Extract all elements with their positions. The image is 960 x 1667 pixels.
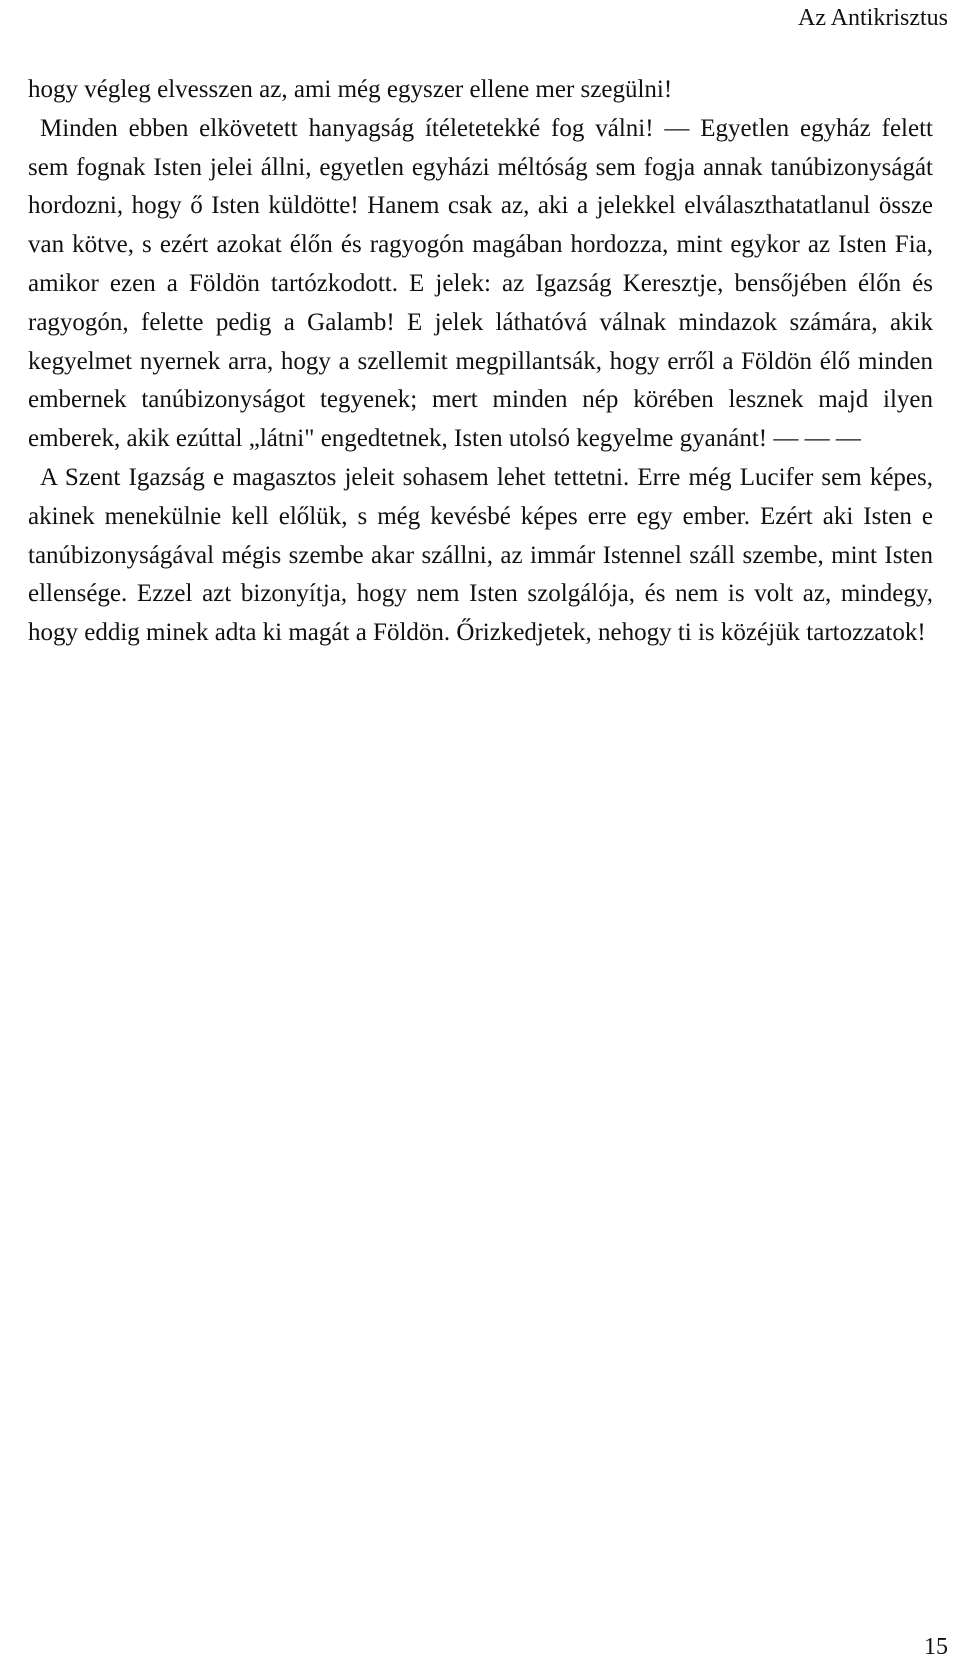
body-text xyxy=(28,71,933,653)
paragraph: Minden ebben elkövetett hanyagság ítéletetekké fog válni! — Egyetlen egyház felett sem fognak Isten jelei állni, egyetlen egyházi méltóság sem fogja annak tanúbizonyságát hordozni, hogy ő Isten küldötte! Hanem csak az, aki a jelekkel elválaszthatatlanul össze van kötve, s ezért azokat élőn és ragyogón magában hordozza, mint egykor az Isten Fia, amikor ezen a Földön tartózkodott. E jelek: az Igazság Keresztje, bensőjében élőn és ragyogón, felette pedig a Galamb! E jelek láthatóvá válnak mindazok számára, akik kegyelmet nyernek arra, hogy a szellemit megpillantsák, hogy erről a Földön élő minden embernek tanúbizonyságot tegyenek; mert minden nép körében lesznek majd ilyen emberek, akik ezúttal „látni" engedtetnek, Isten utolsó kegyelme gyanánt! — — — xyxy=(28,114,933,453)
paragraph-continuation: hogy végleg elvesszen az, ami még egyszer ellene mer szegülni! xyxy=(28,76,673,103)
running-header-title: Az Antikrisztus xyxy=(798,5,948,31)
paragraph: A Szent Igazság e magasztos jeleit sohasem lehet tettetni. Erre még Lucifer sem képes, akinek menekülnie kell előlük, s még kevésbé képes erre egy ember. Ezért aki Isten e tanúbizonyságával mégis szembe akar szállni, az immár Istennel száll szembe, mint Isten ellensége. Ezzel azt bizonyítja, hogy nem Isten szolgálója, és nem is volt az, mindegy, hogy eddig minek adta ki magát a Földön. Őrizkedjetek, nehogy ti is közéjük tartozzatok! xyxy=(28,463,933,647)
page-number: 15 xyxy=(924,1634,948,1660)
